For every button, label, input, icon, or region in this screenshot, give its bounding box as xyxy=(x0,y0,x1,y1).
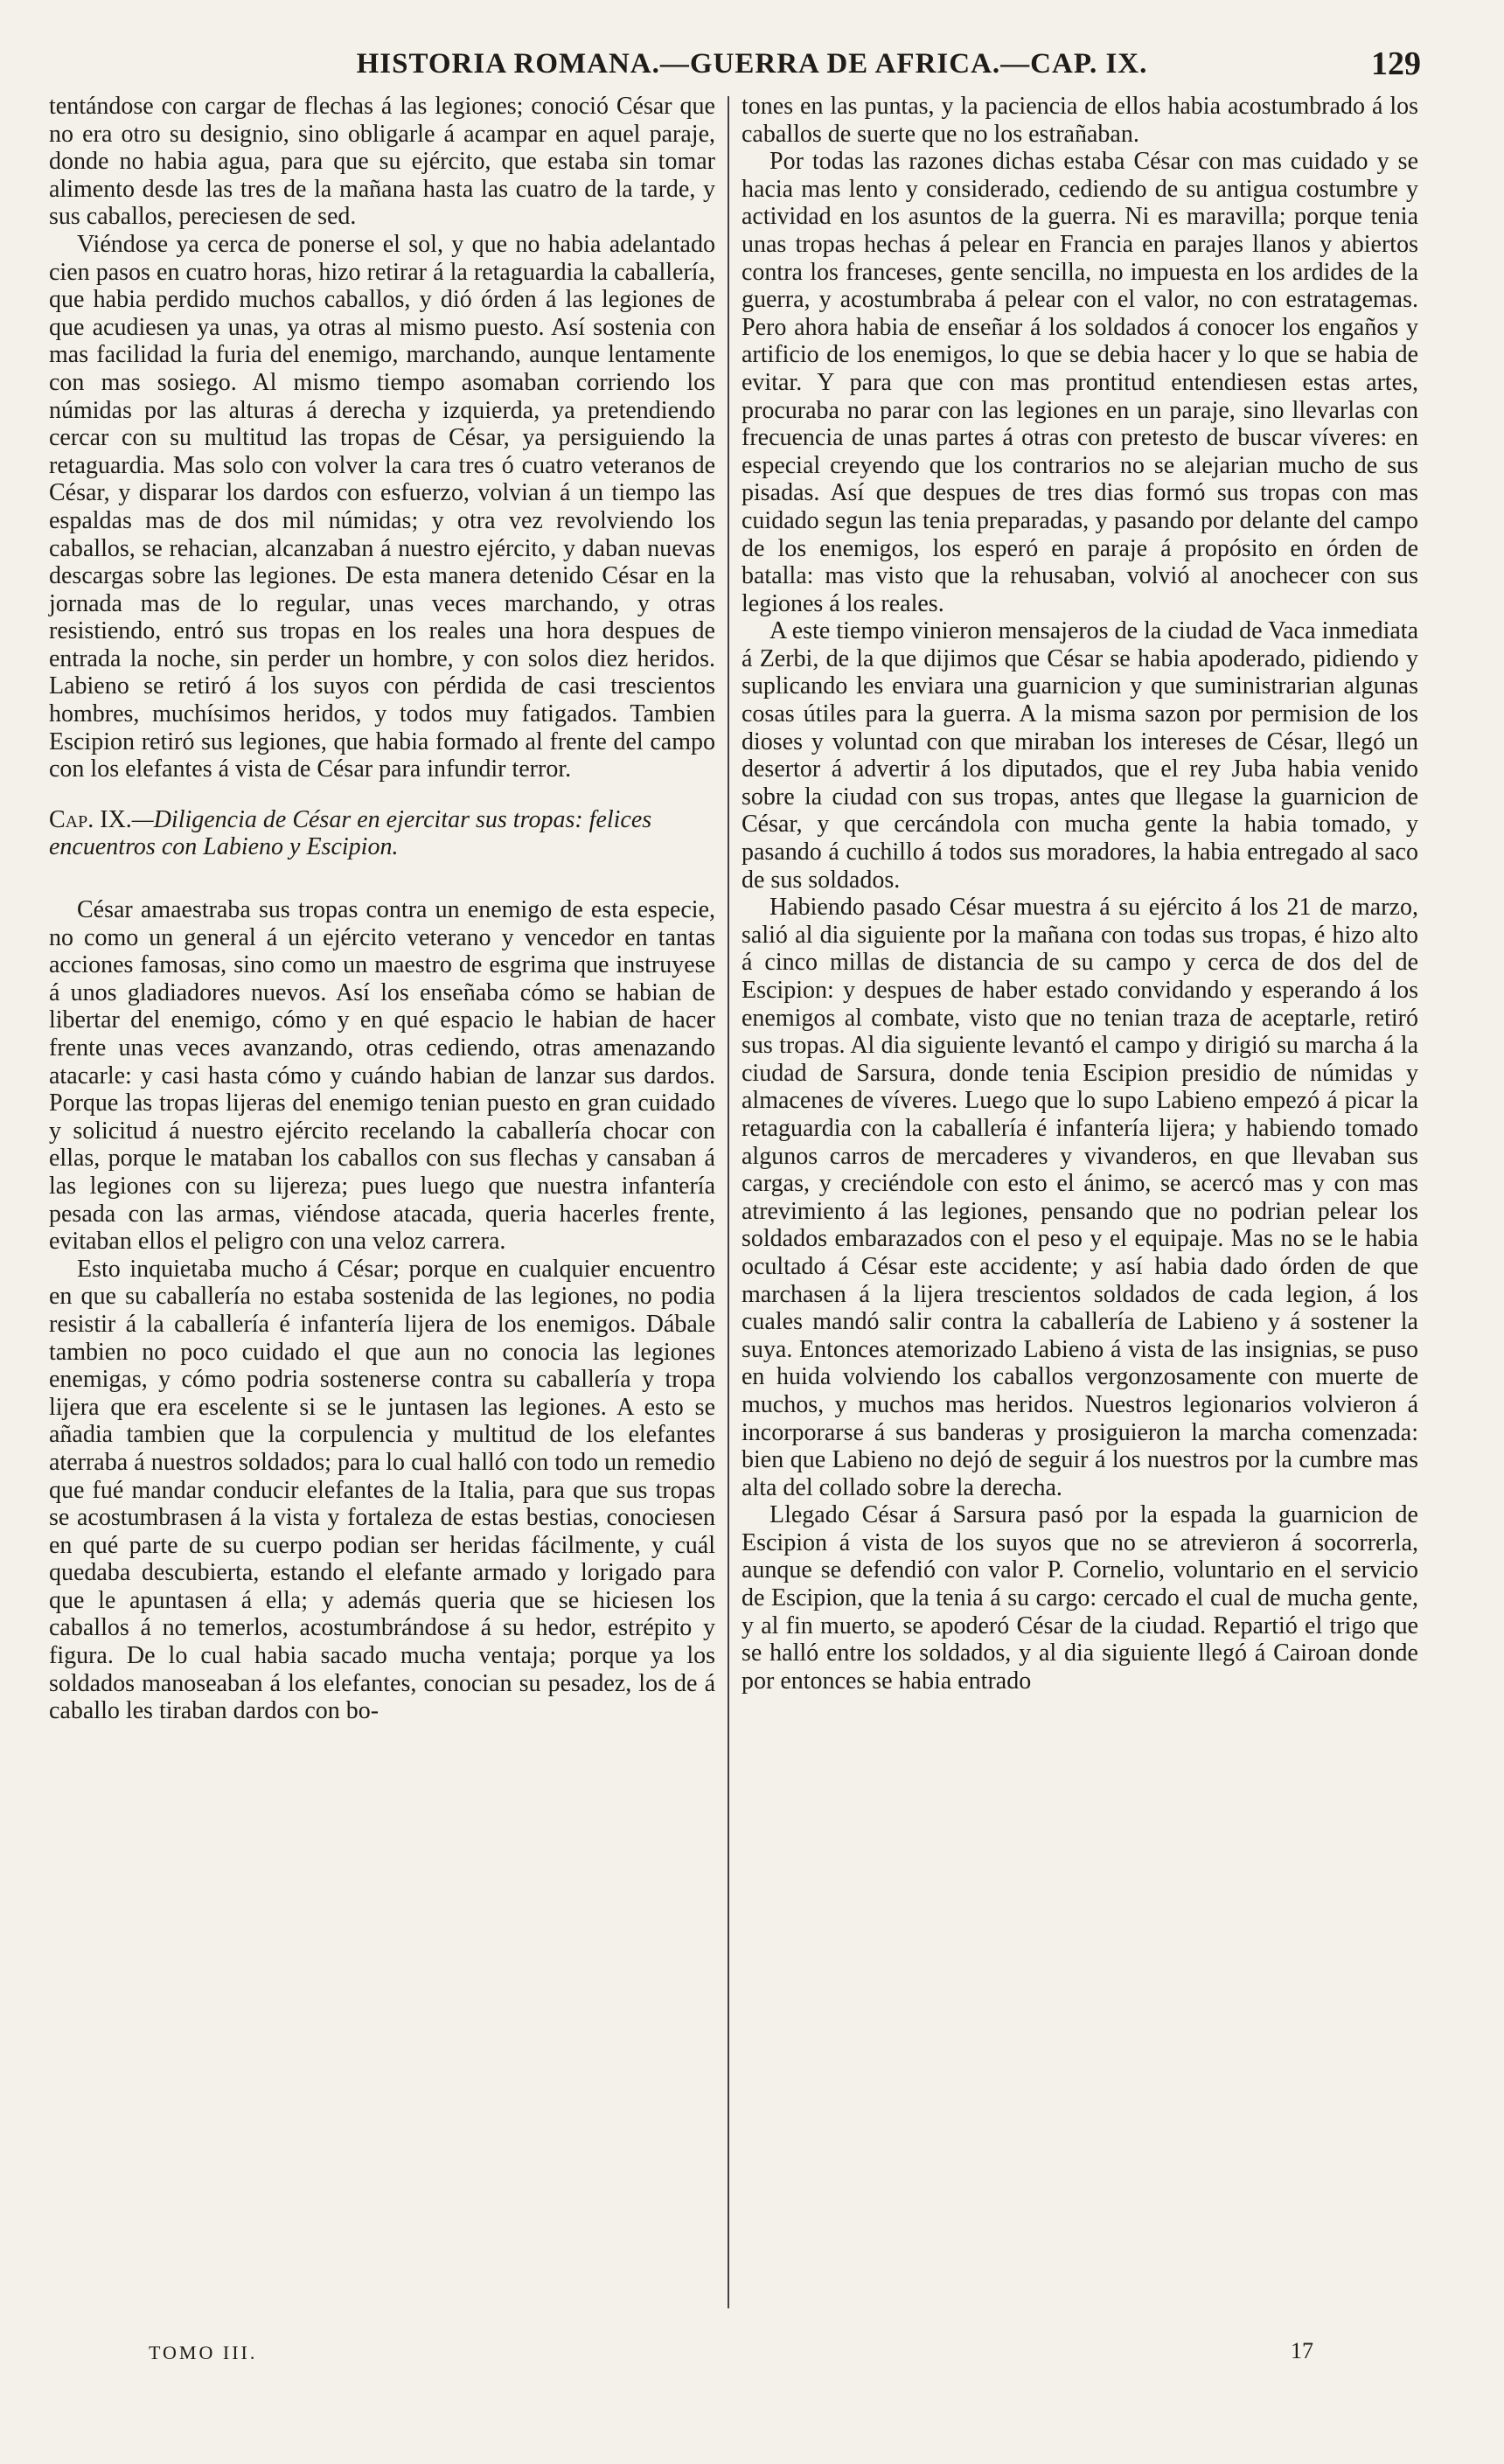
paragraph: Llegado César á Sarsura pasó por la espada la guarnicion de Escipion á vista de los suyos que no se atrevieron á socorrerla, aunque se defendió con valor P. Cornelio, voluntario en el servicio de Escipion, que la tenia á su cargo: cercado el cual de mucha gente, y al fin muerto, se apoderó César de la ciudad. Repartió el trigo que se halló entre los soldados, y al dia siguiente llegó á Cairoan donde por entonces se habia entrado xyxy=(742,1501,1418,1695)
signature-mark: 17 xyxy=(1291,2338,1313,2363)
paragraph: tentándose con cargar de flechas á las legiones; conoció César que no era otro su designio, sino obligarle á acampar en aquel paraje, donde no habia agua, para que su ejército, que estaba sin tomar alimento desde las tres de la mañana hasta las cuatro de la tarde, y sus caballos, pereciesen de sed. xyxy=(49,93,715,231)
page-header xyxy=(0,44,1504,96)
paragraph: tones en las puntas, y la paciencia de ellos habia acostumbrado á los caballos de suerte que no los estrañaban. xyxy=(742,93,1418,148)
paragraph: Habiendo pasado César muestra á su ejército á los 21 de marzo, salió al dia siguiente por la mañana con todas sus tropas, é hizo alto á cinco millas de distancia de su campo y cerca de dos del de Escipion: y despues de haber estado convidando y esperando á los enemigos al combate, visto que no tenian traza de aceptarle, retiró sus tropas. Al dia siguiente levantó el campo y dirigió su marcha á la ciudad de Sarsura, donde tenia Escipion presidio de númidas y almacenes de víveres. Luego que lo supo Labieno empezó á picar la retaguardia con la caballería é infantería lijera; y habiendo tomado algunos carros de mercaderes y vivanderos, en que llevaban sus cargas, y creciéndole con esto el ánimo, se acercó mas y con mas atrevimiento á las legiones, pensando que no podrian pelear los soldados embarazados con el peso y el equipaje. Mas no se le habia ocultado á César este accidente; y así habia dado órden de que marchasen á la lijera trescientos soldados de cada legion, á los cuales mandó salir contra la caballería de Labieno y á sostener la suya. Entonces atemorizado Labieno á vista de las insignias, se puso en huida volviendo los caballos vergonzosamente con muerte de muchos, y muchos mas heridos. Nuestros legionarios volvieron á incorporarse á sus banderas y prosiguieron la marcha comenzada: bien que Labieno no dejó de seguir á los nuestros por la cumbre mas alta del collado sobre la derecha. xyxy=(742,894,1418,1501)
paragraph: A este tiempo vinieron mensajeros de la ciudad de Vaca inmediata á Zerbi, de la que dijimos que César se habia apoderado, pidiendo y suplicando les enviara una guarnicion y que suministrarian algunas cosas útiles para la guerra. A la misma sazon por permision de los dioses y voluntad con que miraban los intereses de César, llegó un desertor á advertir á los diputados, que el rey Juba habia venido sobre la ciudad con sus tropas, antes que llegase la guarnicion de César, y que cercándola con mucha gente la habia tomado, y pasando á cuchillo á todos sus moradores, la habia entregado al saco de sus soldados. xyxy=(742,617,1418,894)
left-column xyxy=(49,93,715,1725)
paragraph: Viéndose ya cerca de ponerse el sol, y que no habia adelantado cien pasos en cuatro horas, hizo retirar á la retaguardia la caballería, que habia perdido muchos caballos, y dió órden á las legiones de que acudiesen ya unas, ya otras al mismo puesto. Así sostenia con mas facilidad la furia del enemigo, marchando, aunque lentamente con mas sosiego. Al mismo tiempo asomaban corriendo los númidas por las alturas á derecha y izquierda, ya pretendiendo cercar con su multitud las tropas de César, ya persiguiendo la retaguardia. Mas solo con volver la cara tres ó cuatro veteranos de César, y disparar los dardos con esfuerzo, volvian á un tiempo las espaldas mas de dos mil númidas; y otra vez revolviendo los caballos, se rehacian, alcanzaban á nuestro ejército, y daban nuevas descargas sobre las legiones. De esta manera detenido César en la jornada mas de lo regular, unas veces marchando, y otras resistiendo, entró sus tropas en los reales una hora despues de entrada la noche, sin perder un hombre, y con solos diez heridos. Labieno se retiró á los suyos con pérdida de casi trescientos hombres, muchísimos heridos, y todos muy fatigados. Tambien Escipion retiró sus legiones, que habia formado al frente del campo con los elefantes á vista de César para infundir terror. xyxy=(49,230,715,783)
column-divider xyxy=(728,96,729,2308)
chapter-title: —Diligencia de César en ejercitar sus tropas: felices encuentros con Labieno y Escipion. xyxy=(49,805,652,861)
chapter-label: Cap. IX. xyxy=(49,805,132,833)
running-title: HISTORIA ROMANA.—GUERRA DE AFRICA.—CAP. IX. xyxy=(356,48,1148,80)
paragraph: Por todas las razones dichas estaba César con mas cuidado y se hacia mas lento y considerado, cediendo de su antigua costumbre y actividad en los asuntos de la guerra. Ni es maravilla; porque tenia unas tropas hechas á pelear en Francia en parajes llanos y abiertos contra los franceses, gente sencilla, no impuesta en los ardides de la guerra, y acostumbraba á pelear con el valor, no con estratagemas. Pero ahora habia de enseñar á los soldados á conocer los engaños y artificio de los enemigos, lo que se debia hacer y lo que se habia de evitar. Y para que con mas prontitud entendiesen estas artes, procuraba no parar con las legiones en un paraje, sino llevarlas con frecuencia de unas partes á otras con pretesto de buscar víveres: en especial creyendo que los contrarios no se alejarian mucho de sus pisadas. Así que despues de tres dias formó sus tropas con mas cuidado segun las tenia preparadas, y pasando por delante del campo de los enemigos, los esperó en paraje á propósito en órden de batalla: mas visto que la rehusaban, volvió al anochecer con sus legiones á los reales. xyxy=(742,148,1418,617)
right-column xyxy=(742,93,1418,1695)
paragraph: Esto inquietaba mucho á César; porque en cualquier encuentro en que su caballería no estaba sostenida de las legiones, no podia resistir á la caballería é infantería lijera de los enemigos. Dábale tambien no poco cuidado el que aun no conocia las legiones enemigas, y cómo podria sostenerse contra su caballería y tropa lijera que era escelente si se le juntasen las legiones. A esto se añadia tambien que la corpulencia y multitud de los elefantes aterraba á nuestros soldados; para lo cual halló con todo un remedio que fué mandar conducir elefantes de la Italia, para que sus tropas se acostumbrasen á la vista y fortaleza de estas bestias, conociesen en qué parte de su cuerpo podian ser heridas fácilmente, y cuál quedaba descubierta, estando el elefante armado y lorigado para que le apuntasen á ella; y además queria que se hiciesen los caballos á no temerlos, acostumbrándose á su hedor, estrépito y figura. De lo cual habia sacado mucha ventaja; porque ya los soldados manoseaban á los elefantes, conocian su pesadez, los de á caballo les tiraban dardos con bo- xyxy=(49,1255,715,1725)
volume-label: TOMO III. xyxy=(149,2342,258,2363)
page-number: 129 xyxy=(1371,45,1421,82)
paragraph: César amaestraba sus tropas contra un enemigo de esta especie, no como un general á un ejército veterano y vencedor en tantas acciones famosas, sino como un maestro de esgrima que instruyese á unos gladiadores nuevos. Así los enseñaba cómo se habian de libertar del enemigo, cómo y en qué espacio le habian de hacer frente unas veces avanzando, otras cediendo, otras amenazando atacarle: y casi hasta cómo y cuándo habian de lanzar sus dardos. Porque las tropas lijeras del enemigo tenian puesto en gran cuidado y solicitud á nuestro ejército recelando la caballería chocar con ellas, porque le mataban los caballos con sus flechas y cansaban á las legiones con su lijereza; pues luego que nuestra infantería pesada con las armas, viéndose atacada, queria hacerles frente, evitaban ellos el peligro con una veloz carrera. xyxy=(49,896,715,1256)
chapter-heading xyxy=(49,806,715,861)
